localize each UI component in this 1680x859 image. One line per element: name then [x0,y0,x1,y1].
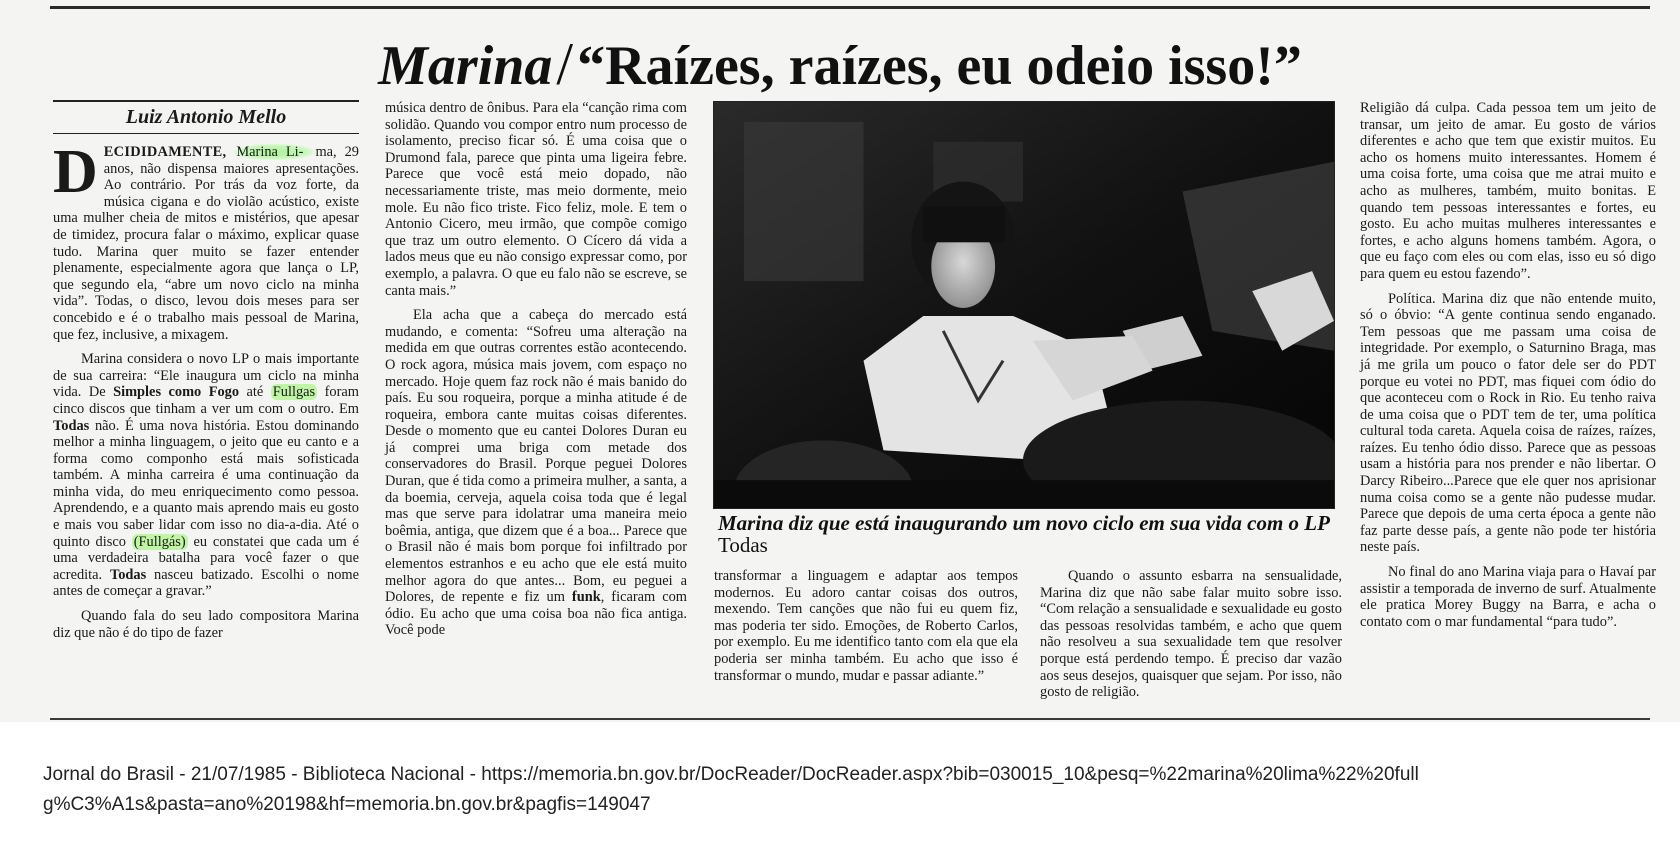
caption-text: Marina diz que está inaugurando um novo ciclo em sua vida com o LP [718,511,1330,535]
headline-name: Marina [378,35,553,97]
paragraph-havai: No final do ano Marina viaja para o Havaí par assistir a temporada de inverno de surf. Atualmente ele pratica Morey Buggy na Barra, e acha o contato com o mar fundamental “para tudo”. [1360,564,1656,630]
paragraph-mercado [385,307,687,639]
text-run: , ficaram com ódio. Eu acho que uma coisa boa não fica antiga. Você pode [385,589,687,639]
photo-caption [718,512,1348,556]
top-rule [50,6,1650,9]
highlight-marina-lima: Marina Li- [234,144,315,160]
byline-rule [53,100,359,102]
paragraph-career [53,351,359,600]
bottom-rule [50,718,1650,720]
album-todas: Todas [53,417,90,434]
photo-marina [713,101,1335,509]
paragraph-sensualidade: Quando o assunto esbarra na sensualidade, Marina diz que não sabe falar muito sobre isso. “Com relação a sensualidade e sexualidade eu gosto das pessoas resolvidas também, e acho que quem não resolveu a sua sexualidade tem que resolver porque está perdendo tempo. É preciso dar vazão aos seus desejos, quaisquer que sejam. Por isso, não gosto de religião. [1040,568,1342,701]
dropcap: D [53,138,98,206]
paragraph-composer: Quando fala do seu lado compositora Marina diz que não é do tipo de fazer [53,608,359,641]
album-todas-2: Todas [109,566,147,583]
text-run: Ela acha que a cabeça do mercado está mudando, e comenta: “Sofreu uma alteração na medida em que outras correntes estão acontecendo. O rock agora, música mais jovem, com espaço no mercado. Hoje quem faz rock não é mais banido do país. Eu sou roqueira, porque a minha atitude é de roqueira, embora cante muitas coisas diferentes. Desde o momento que eu cantei Dolores Duran eu já comprei uma briga com metade dos conservadores do Brasil. Porque peguei Dolores Duran, que é tida como a primeira mulher, a santa, a da boemia, cerveja, aquela coisa toda que é legal mas que serve para idolatrar uma maneira meio boêmia, antiga, que dizem que é a boa... Parece que o Brasil não é mais bom porque foi infiltrado por elementos estranhos e eu acho que ele está muito melhor agora do que antes... Bom, eu peguei a Dolores, de repente e fiz um [385,307,687,606]
article-column-2 [385,100,687,647]
text-run: não. É uma nova história. Estou dominando melhor a minha linguagem, o jeito que eu canto e a forma como componho está mais sofisticada também. A minha carreira é uma continuação da minha vida, do meu enriquecimento como pessoa. Aprendendo, e a quanto mais aprendo mais eu gosto e mais vou saber lidar com isso no dia-a-dia. Até o quinto disco [53,417,359,550]
lead-paragraph [53,138,359,343]
source-citation: Jornal do Brasil - 21/07/1985 - Biblioteca Nacional - https://memoria.bn.gov.br/DocReader/DocReader.aspx?bib=030015_10&pesq=%22marina%20lima%22%20fullg%C3%A1s&pasta=ano%20198&hf=memoria.bn.gov.br&pagfis=149047 [43,764,1419,815]
lead-caps: ECIDIDAMENTE, [103,144,227,160]
text-run: até [246,384,264,401]
word-funk: funk [571,589,601,606]
text-run: eu constatei que cada um é uma verdadeira batalha para você fazer o que acredita. [53,533,359,583]
article-column-4 [714,568,1018,692]
paragraph-religiao: Religião dá culpa. Cada pessoa tem um jeito de transar, um jeito de amar. Eu gosto de vários diferentes e acho que tem que existir muitos. Eu acho os homens muito interessantes. Homem é uma coisa forte, uma coisa que me atrai muito e acho as mulheres, também, muito bonitas. E quando tem pessoas interessantes e fortes, eu gosto. Eu acho muitas mulheres interessantes e fortes, e acho alguns homens também. Agora, o que eu faço com eles ou com elas, isso eu só digo para quem eu estou fazendo”. [1360,100,1656,282]
paragraph-transformar: transformar a linguagem e adaptar aos tempos modernos. Eu adoro cantar coisas dos outros, mexendo. Tem canções que não fui eu quem fiz, mas poderia ter sido. Emoções, de Roberto Carlos, por exemplo. Eu me identifico tanto com ela que ela poderia ser minha também. Eu acho que isso é transformar o mundo, mudar e passar adiante.” [714,568,1018,684]
caption-album-title: Todas [718,533,768,557]
paragraph-politica: Política. Marina diz que não entende muito, só o óbvio: “A gente continua sendo enganado. Tem pessoas que me passam uma coisa de integridade. Por exemplo, o Saturnino Braga, mas já me grila um pouco o fator dele ser do PDT porque eu votei no PDT, mas fiquei com ódio do que aconteceu com o Rock in Rio. Eu tenho raiva de uma coisa que o PDT tem de ter, uma política cultural toda careta. Aquela coisa de raízes, raízes, raízes. Eu tenho ódio disso. Parece que as pessoas usam a história para nos prender e não libertar. O Darcy Ribeiro...Parece que ele quer nos aprisionar numa coisa como se a gente não pudesse mudar. Parece que depois de uma certa época a gente não faz parte desse país, a gente não pode ter história neste país. [1360,290,1656,556]
byline: Luiz Antonio Mello [53,104,359,134]
text-run: foram cinco discos que tinham a ver um com o outro. Em [53,384,359,417]
text-run: Marina considera o novo LP o mais importante de sua carreira: “Ele inaugura um ciclo na minha vida. De [53,351,359,401]
article-column-5 [1040,568,1342,709]
lead-text: ma, 29 anos, não dispensa maiores apresentações. Ao contrário. Por trás da voz forte, da música cigana e do violão acústico, existe uma mulher cheia de mitos e mistérios, que apesar de timidez, procura falar o máximo, explicar quase tudo. Marina quer muito se fazer entender plenamente, especialmente agora que lança o LP, que segundo ela, “abre um novo ciclo na minha vida”. Todas, o disco, levou dois meses para ser concebido e é o trabalho mais pessoal de Marina, que fez, inclusive, a mixagem. [53,144,359,343]
headline-quote: “Raízes, raízes, eu odeio isso!” [577,35,1302,97]
highlight-fullgas-2: (Fullgás) [133,533,186,550]
paragraph-solidao: música dentro de ônibus. Para ela “canção rima com solidão. Quando vou compor entro num processo de isolamento, preciso ficar só. É uma coisa que o Drumond fala, parece que pinta uma ligeira febre. Parece que você está meio dopado, não necessariamente triste, mas meio dormente, meio mole. Eu não fico triste. Fico feliz, mole. E tem o Antonio Cicero, meu irmão, que compõe comigo que traz um outro elemento. O Cícero dá vida a lados meus que eu não consigo expressar como, por exemplo, a palavra. O que eu falo não se escreve, se canta mais.” [385,100,687,299]
headline [0,26,1680,104]
text-run: nasceu batizado. Escolhi o nome antes de começar a gravar.” [53,566,359,600]
highlight-fullgas: Fullgas [272,384,316,401]
headline-slash: / [556,31,574,97]
article-column-3 [1360,100,1656,638]
photo-image [714,102,1334,508]
album-simples-como-fogo: Simples como Fogo [113,384,240,401]
article-column-1 [53,100,359,649]
